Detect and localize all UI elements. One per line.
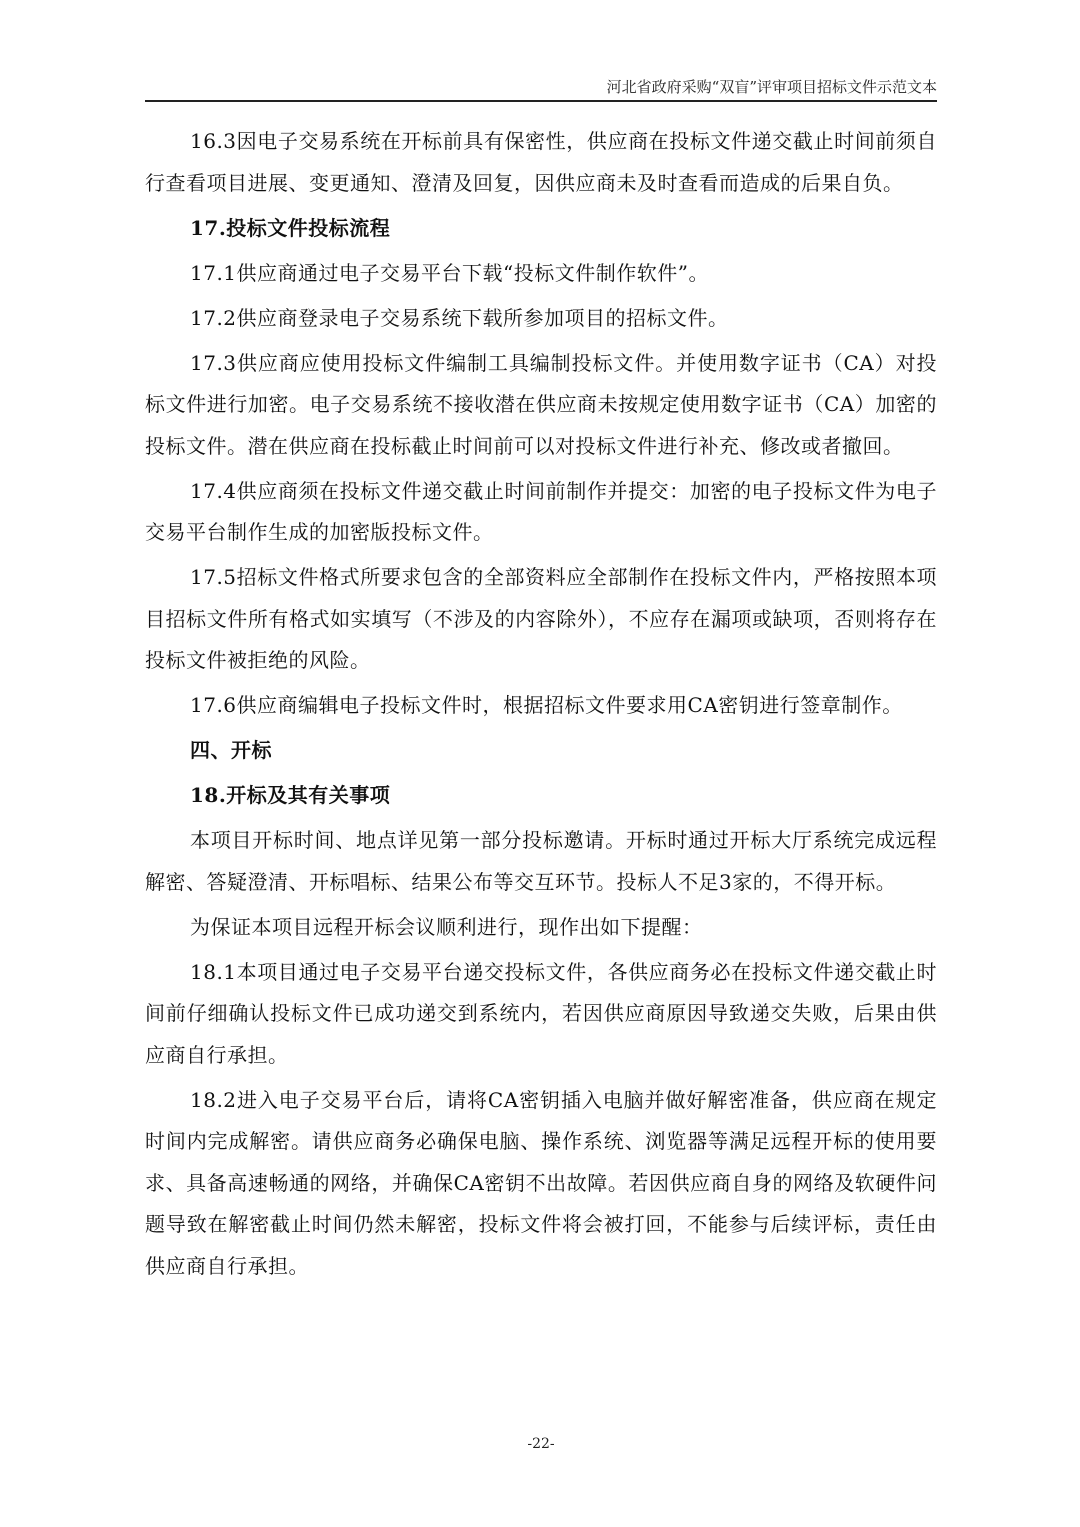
section-heading-17: 17.投标文件投标流程 [190, 215, 391, 240]
paragraph-17-2: 17.2供应商登录电子交易系统下载所参加项目的招标文件。 [190, 305, 729, 330]
page-header: 河北省政府采购“双盲”评审项目招标文件示范文本 [606, 78, 937, 96]
paragraph-16-3: 16.3因电子交易系统在开标前具有保密性，供应商在投标文件递交截止时间前须自行查看项目进展、变更通知、澄清及回复，因供应商未及时查看而造成的后果自负。 [145, 129, 937, 195]
paragraph-18-2: 18.2进入电子交易平台后，请将CA密钥插入电脑并做好解密准备，供应商在规定时间内完成解密。请供应商务必确保电脑、操作系统、浏览器等满足远程开标的使用要求、具备高速畅通的网络，并确保CA密钥不出故障。若因供应商自身的网络及软硬件问题导致在解密截止时间仍然未解密，投标文件将会被打回，不能参与后续评标，责任由供应商自行承担。 [145, 1087, 937, 1278]
page-number: -22- [527, 1436, 555, 1452]
paragraph-17-3: 17.3供应商应使用投标文件编制工具编制投标文件。并使用数字证书（CA）对投标文件进行加密。电子交易系统不接收潜在供应商未按规定使用数字证书（CA）加密的投标文件。潜在供应商在投标截止时间前可以对投标文件进行补充、修改或者撤回。 [145, 350, 937, 458]
chapter-heading-opening: 四、开标 [190, 738, 272, 762]
paragraph-17-1: 17.1供应商通过电子交易平台下载“投标文件制作软件”。 [190, 260, 709, 285]
paragraph-17-6: 17.6供应商编辑电子投标文件时，根据招标文件要求用CA密钥进行签章制作。 [190, 693, 903, 717]
paragraph-reminder-intro: 为保证本项目远程开标会议顺利进行，现作出如下提醒： [190, 914, 703, 939]
document-body [145, 121, 937, 1291]
paragraph-17-4: 17.4供应商须在投标文件递交截止时间前制作并提交：加密的电子投标文件为电子交易平台制作生成的加密版投标文件。 [145, 478, 937, 544]
section-heading-18: 18.开标及其有关事项 [190, 783, 391, 807]
paragraph-17-5: 17.5招标文件格式所要求包含的全部资料应全部制作在投标文件内，严格按照本项目招标文件所有格式如实填写（不涉及的内容除外），不应存在漏项或缺项，否则将存在投标文件被拒绝的风险。 [145, 565, 937, 672]
paragraph-18-1: 18.1本项目通过电子交易平台递交投标文件，各供应商务必在投标文件递交截止时间前仔细确认投标文件已成功递交到系统内，若因供应商原因导致递交失败，后果由供应商自行承担。 [145, 959, 937, 1067]
paragraph-opening-info: 本项目开标时间、地点详见第一部分投标邀请。开标时通过开标大厅系统完成远程解密、答疑澄清、开标唱标、结果公布等交互环节。投标人不足3家的，不得开标。 [145, 828, 937, 894]
header-divider [145, 100, 937, 102]
